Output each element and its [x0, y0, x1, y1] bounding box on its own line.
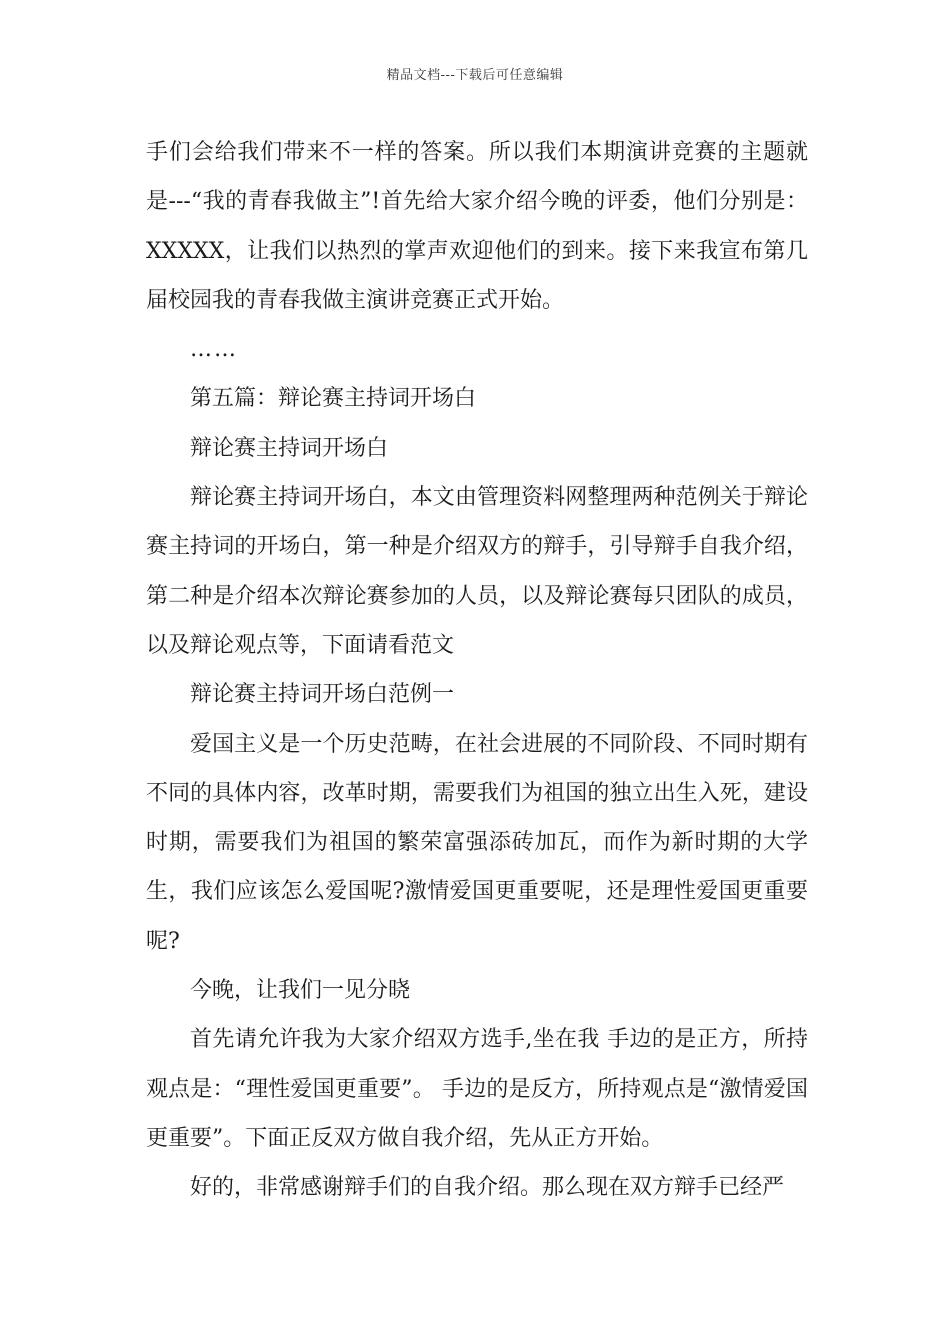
paragraph-continuation: 手们会给我们带来不一样的答案。所以我们本期演讲竞赛的主题就是---“我的青春我做主”!首先给大家介绍今晚的评委，他们分别是：XXXXX，让我们以热烈的掌声欢迎他们的到来。接下来我宣布第几届校园我的青春我做主演讲竞赛正式开始。	[146, 140, 809, 313]
page-header: 精品文档---下载后可任意编辑	[386, 68, 564, 83]
section-heading: 第五篇：辩论赛主持词开场白	[190, 386, 477, 412]
paragraph-tonight: 今晚，让我们一见分晓	[190, 978, 411, 1004]
example-heading: 辩论赛主持词开场白范例一	[190, 682, 455, 708]
paragraph-thanks: 好的，非常感谢辩手们的自我介绍。那么现在双方辩手已经严	[190, 1175, 785, 1201]
paragraph-patriotism: 爱国主义是一个历史范畴，在社会进展的不同阶段、不同时期有不同的具体内容，改革时期，需要我们为祖国的独立出生入死，建设时期，需要我们为祖国的繁荣富强添砖加瓦，而作为新时期的大学生，我们应该怎么爱国呢?激情爱国更重要呢，还是理性爱国更重要呢?	[146, 731, 808, 954]
paragraph-intro: 辩论赛主持词开场白，本文由管理资料网整理两种范例关于辩论赛主持词的开场白，第一种是介绍双方的辩手，引导辩手自我介绍，第二种是介绍本次辩论赛参加的人员，以及辩论赛每只团队的成员，以及辩论观点等，下面请看范文	[146, 485, 808, 658]
paragraph-introduce-sides: 首先请允许我为大家介绍双方选手,坐在我 手边的是正方，所持观点是：“理性爱国更重要”。 手边的是反方，所持观点是“激情爱国更重要”。下面正反双方做自我介绍，先从正方开始。	[146, 1027, 808, 1151]
article-title: 辩论赛主持词开场白	[190, 435, 389, 461]
paragraph-ellipsis: ……	[190, 337, 238, 363]
document-body	[146, 128, 808, 1213]
